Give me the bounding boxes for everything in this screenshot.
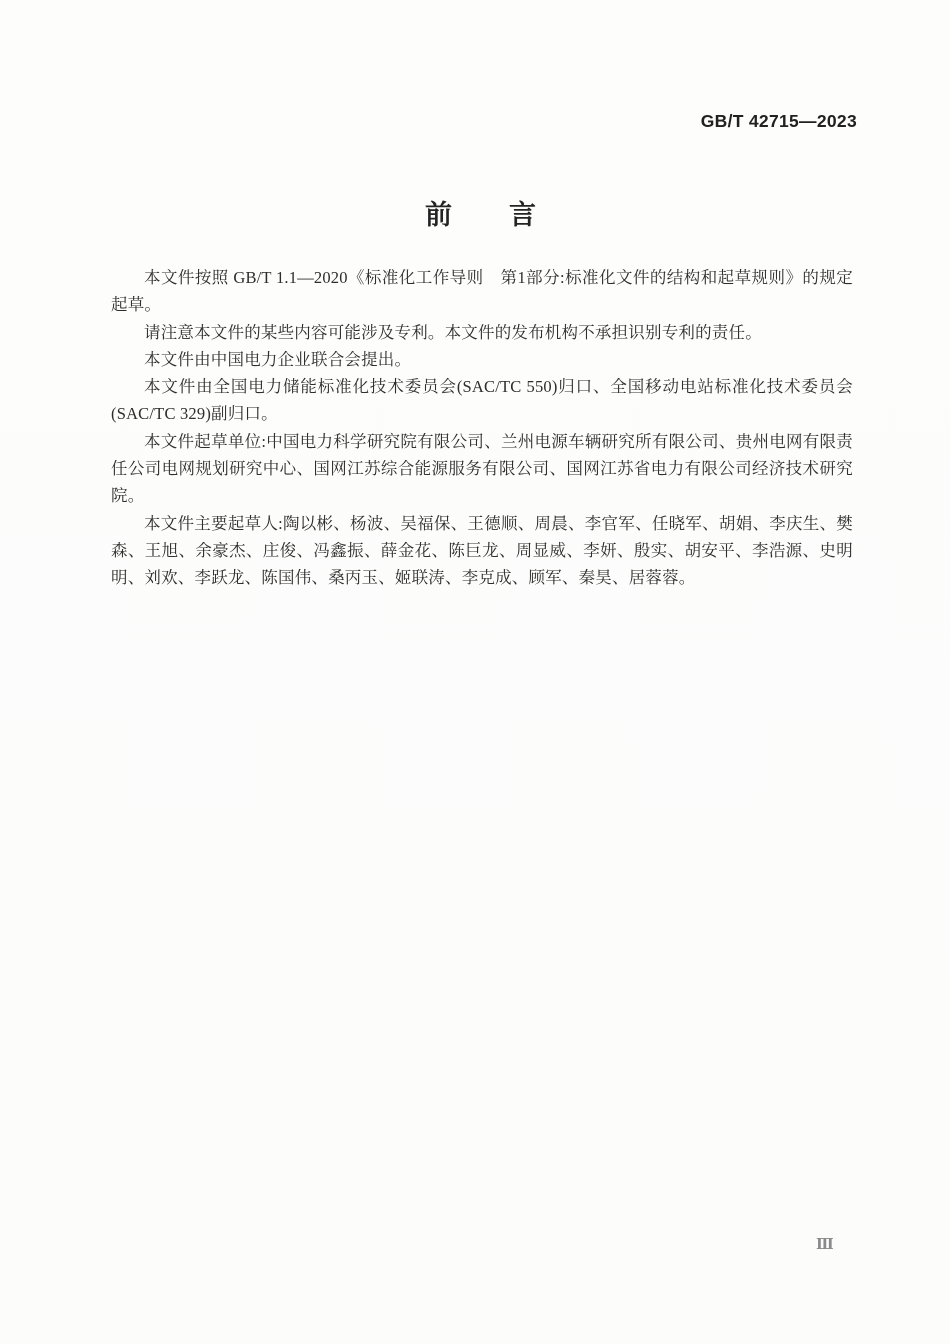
standard-code: GB/T 42715—2023 — [700, 111, 857, 131]
foreword-body — [111, 264, 853, 592]
foreword-paragraph-patent-notice: 请注意本文件的某些内容可能涉及专利。本文件的发布机构不承担识别专利的责任。 — [144, 322, 762, 342]
foreword-paragraph-drafting-organizations: 本文件起草单位:中国电力科学研究院有限公司、兰州电源车辆研究所有限公司、贵州电网有限责任公司电网规划研究中心、国网江苏综合能源服务有限公司、国网江苏省电力有限公司经济技术研究院。 — [111, 431, 853, 506]
foreword-paragraph-proposed-by: 本文件由中国电力企业联合会提出。 — [144, 349, 412, 369]
page-number: Ⅲ — [816, 1237, 834, 1253]
foreword-title: 前 言 — [425, 200, 537, 230]
foreword-paragraph-drafting-rules: 本文件按照 GB/T 1.1—2020《标准化工作导则 第1部分:标准化文件的结构和起草规则》的规定起草。 — [111, 268, 853, 315]
foreword-paragraph-main-drafters: 本文件主要起草人:陶以彬、杨波、吴福保、王德顺、周晨、李官军、任晓军、胡娟、李庆生、樊森、王旭、余豪杰、庄俊、冯鑫振、薛金花、陈巨龙、周显威、李妍、殷实、胡安平、李浩源、史明明、刘欢、李跃龙、陈国伟、桑丙玉、姬联涛、李克成、顾军、秦昊、居蓉蓉。 — [111, 513, 853, 588]
foreword-paragraph-committee: 本文件由全国电力储能标准化技术委员会(SAC/TC 550)归口、全国移动电站标准化技术委员会(SAC/TC 329)副归口。 — [111, 377, 853, 424]
